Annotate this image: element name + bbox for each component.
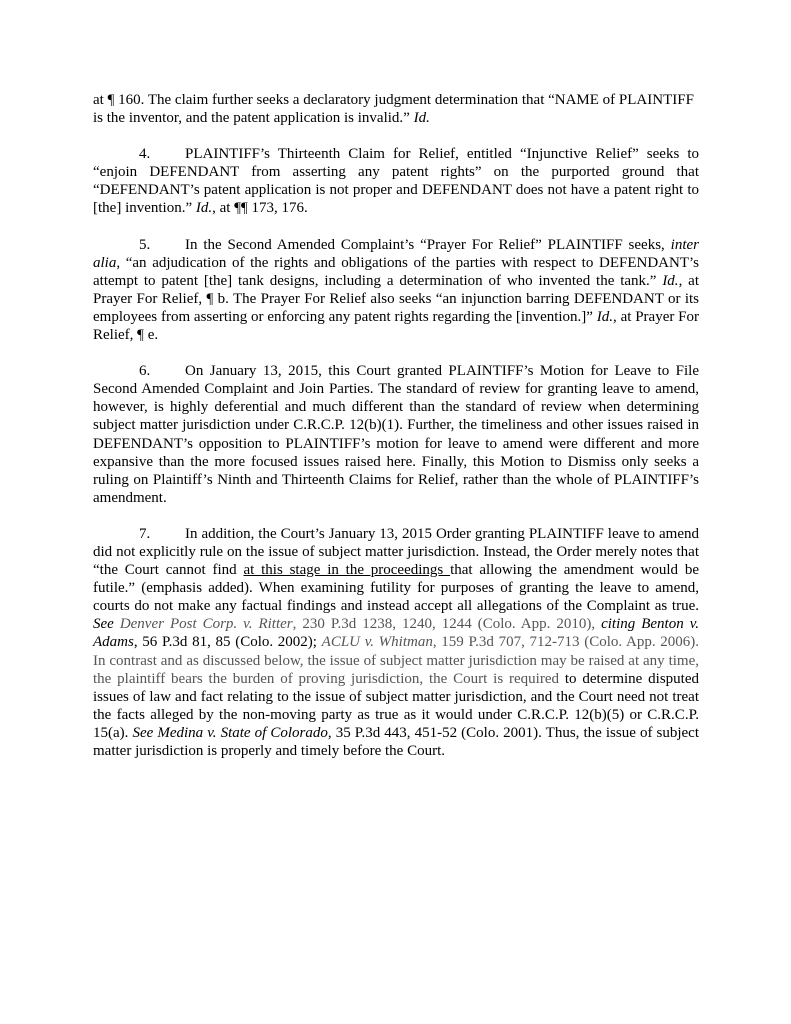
latin-phrase: inter alia — [93, 236, 699, 271]
paragraph-6 — [93, 362, 699, 507]
citation-signal: See — [93, 616, 120, 633]
paragraph-5 — [93, 236, 699, 345]
citation-id: Id. — [596, 308, 614, 325]
citation-id: Id. — [413, 110, 430, 127]
paragraph-text: at ¶ 160. The claim further seeks a declaratory judgment determination that “NAME of PLAINTIFF is the inventor, and the patent application is invalid.” — [93, 92, 694, 127]
paragraph-text: In addition, the Court’s January 13, 2015 Order granting PLAINTIFF leave to amend did not explicitly rule on the issue of subject matter jurisdiction. Instead, the Order merely notes that “the Court cannot find — [93, 525, 699, 579]
paragraph-continuation — [93, 91, 699, 127]
paragraph-number: 4. — [139, 146, 151, 163]
paragraph-text: , 159 P.3d 707, 712-713 (Colo. App. 2006). In contrast and as discussed below, the issue of subject matter jurisdiction may be raised at any time, the plaintiff bears the burden of proving jurisdiction, the Court is required — [93, 634, 700, 687]
case-name: Denver Post Corp. v. Ritter — [119, 616, 293, 633]
paragraph-number: 5. — [139, 236, 151, 253]
paragraph-text: In the Second Amended Complaint’s “Prayer For Relief” PLAINTIFF seeks, — [185, 236, 671, 253]
citation-text: , 1240, 1244 (Colo. App. 2010), — [392, 616, 602, 633]
paragraph-text: , 35 P.3d 443, 451-52 (Colo. 2001). Thus, the issue of subject matter jurisdiction is properly and timely before the Court. — [93, 724, 699, 759]
paragraph-number: 7. — [139, 525, 151, 542]
paragraph-text: that allowing the amendment would be futile.” (emphasis added). When examining futility for purposes of granting the leave to amend, courts do not make any factual findings and instead accept all allegations of the Complaint as true. — [93, 562, 699, 615]
paragraph-text: , at ¶¶ 173, 176. — [212, 200, 308, 217]
paragraph-text: On January 13, 2015, this Court granted PLAINTIFF’s Motion for Leave to File Second Amended Complaint and Join Parties. The standard of review for granting leave to amend, however, is highly deferential and much different than the standard of review when determining subject matter jurisdiction under C.R.C.P. 12(b)(1). Further, the timeliness and other issues raised in DEFENDANT’s opposition to PLAINTIFF’s motion for leave to amend were different and more expansive than the more focused issues raised here. Finally, this Motion to Dismiss only seeks a ruling on Plaintiff’s Ninth and Thirteenth Claims for Relief, rather than the whole of PLAINTIFF’s amendment. — [93, 363, 699, 506]
paragraph-text: , at Prayer For Relief, ¶ b. The Prayer For Relief also seeks “an injunction barring DEFENDANT or its employees from asserting or enforcing any patent rights regarding the [invention.]” — [93, 272, 699, 325]
paragraph-text: , “an adjudication of the rights and obligations of the parties with respect to DEFENDANT’s attempt to patent [the] tank designs, including a determination of who invented the tank.” — [93, 254, 699, 289]
case-name: citing Benton v. Adams — [93, 616, 699, 651]
paragraph-text: , at Prayer For Relief, ¶ e. — [93, 308, 699, 344]
emphasized-phrase: at this stage in the proceedings — [243, 562, 451, 579]
case-name: ACLU v. Whitman — [321, 634, 433, 651]
citation-id: Id. — [195, 200, 213, 217]
paragraph-7 — [93, 525, 699, 760]
paragraph-4 — [93, 145, 699, 217]
paragraph-text: PLAINTIFF’s Thirteenth Claim for Relief, entitled “Injunctive Relief” seeks to “enjoin DEFENDANT from asserting any patent rights” on the purported ground that “DEFENDANT’s patent application is not proper and DEFENDANT does not have a patent right to [the] invention.” — [93, 146, 699, 217]
paragraph-text: to determine disputed issues of law and fact relating to the issue of subject matter jurisdiction, and the Court need not treat the facts alleged by the non-moving party as true as it would under C.R.C.P. 12(b)(5) or C.R.C.P. 15(a). — [93, 670, 699, 741]
document-page — [93, 91, 699, 778]
paragraph-number: 6. — [139, 363, 151, 380]
citation-text: , 230 P.3d 1238 — [292, 616, 393, 633]
citation-text: , 56 P.3d 81, 85 (Colo. 2002); — [133, 634, 322, 651]
case-name: See Medina v. State of Colorado — [132, 724, 328, 741]
citation-id: Id. — [662, 272, 679, 289]
